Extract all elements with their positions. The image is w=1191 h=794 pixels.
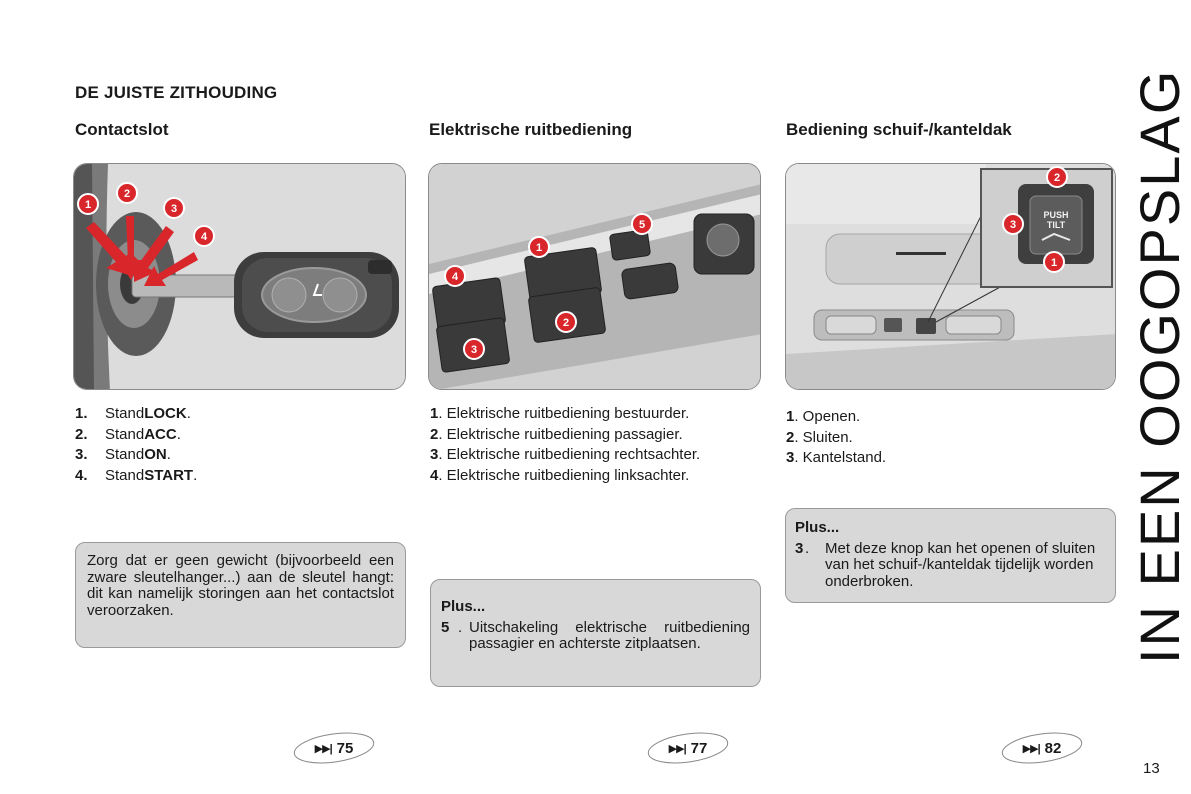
page-ref-label: 82	[1044, 739, 1062, 757]
page-ref-82[interactable]	[1000, 731, 1084, 765]
contactslot-title: Contactslot	[75, 120, 169, 139]
plus-heading: Plus...	[441, 598, 486, 615]
plus-item-text: Uitschakeling elektrische ruitbediening passagier en achterste zitplaatsen.	[469, 618, 750, 652]
sunroof-list	[786, 407, 886, 469]
window-callout-4-label: 4	[451, 271, 459, 283]
list-item: 3. Stand ON .	[75, 446, 171, 463]
page-ref-75[interactable]	[292, 731, 376, 765]
section-title: DE JUISTE ZITHOUDING	[75, 83, 278, 102]
sunroof-plus-note: Plus... 3 . Met deze knop kan het openen of sluiten van het schuif-/kanteldak tijdelijk worden onderbroken.	[785, 508, 1116, 603]
chapter-title: IN EEN OOGOPSLAG	[1128, 68, 1191, 664]
ignition-callout-1-label: 1	[84, 199, 92, 211]
list-item: 1 . Openen.	[786, 408, 861, 425]
sunroof-callout-3-label: 3	[1009, 219, 1017, 231]
skip-forward-icon: ▶▶|	[668, 742, 686, 755]
list-item: 2 . Elektrische ruitbediening passagier.	[430, 425, 683, 443]
push-label: PUSH	[1043, 210, 1069, 220]
ignition-position-list	[75, 404, 197, 486]
list-item: 2 . Sluiten.	[786, 428, 853, 446]
page-ref-label: 75	[336, 739, 354, 757]
sunroof-callout-2-label: 2	[1053, 172, 1061, 184]
list-item: 2. Stand ACC .	[75, 425, 181, 443]
plus-item-number: 5	[441, 618, 450, 636]
list-item: 1 . Elektrische ruitbediening bestuurder.	[430, 405, 690, 422]
ruitbediening-title: Elektrische ruitbediening	[429, 120, 633, 139]
note-text: Zorg dat er geen gewicht (bijvoorbeeld een zware sleutelhanger...) aan de sleutel hangt: dit kan namelijk storingen aan het contactslot veroorzaken.	[87, 552, 394, 619]
ignition-warning-note	[75, 542, 406, 648]
plus-heading: Plus...	[795, 519, 840, 536]
page-ref-label: 77	[690, 739, 708, 757]
list-item: 1. Stand LOCK .	[75, 405, 191, 422]
plus-item-text: Met deze knop kan het openen of sluiten van het schuif-/kanteldak tijdelijk worden onderbroken.	[825, 539, 1096, 590]
window-callout-5-label: 5	[638, 219, 646, 231]
window-callout-1-label: 1	[535, 242, 543, 254]
page-number: 13	[1143, 760, 1160, 777]
tilt-label: TILT	[1046, 220, 1066, 230]
list-item: 3 . Kantelstand.	[786, 449, 887, 466]
list-item: 4 . Elektrische ruitbediening linksachter.	[430, 466, 690, 484]
page-ref-77[interactable]	[646, 731, 730, 765]
ignition-callout-3-label: 3	[170, 203, 178, 215]
window-switch-list	[430, 404, 700, 486]
ignition-key-photo	[73, 163, 406, 390]
list-item: 4. Stand START .	[75, 466, 198, 484]
ignition-callout-4-label: 4	[200, 231, 208, 243]
list-item: 3 . Elektrische ruitbediening rechtsachter.	[430, 446, 701, 463]
ignition-callout-2-label: 2	[123, 188, 131, 200]
window-callout-2-label: 2	[562, 317, 570, 329]
sunroof-callout-1-label: 1	[1050, 257, 1058, 269]
skip-forward-icon: ▶▶|	[1022, 742, 1040, 755]
window-callout-3-label: 3	[470, 344, 478, 356]
sunroof-photo	[785, 163, 1116, 390]
kanteldak-title: Bediening schuif-/kanteldak	[786, 120, 1012, 139]
window-plus-note: Plus... 5 . Uitschakeling elektrische ruitbediening passagier en achterste zitplaatsen.	[430, 579, 761, 687]
plus-item-number: 3	[795, 539, 804, 557]
skip-forward-icon: ▶▶|	[314, 742, 332, 755]
window-switch-photo	[428, 163, 761, 390]
